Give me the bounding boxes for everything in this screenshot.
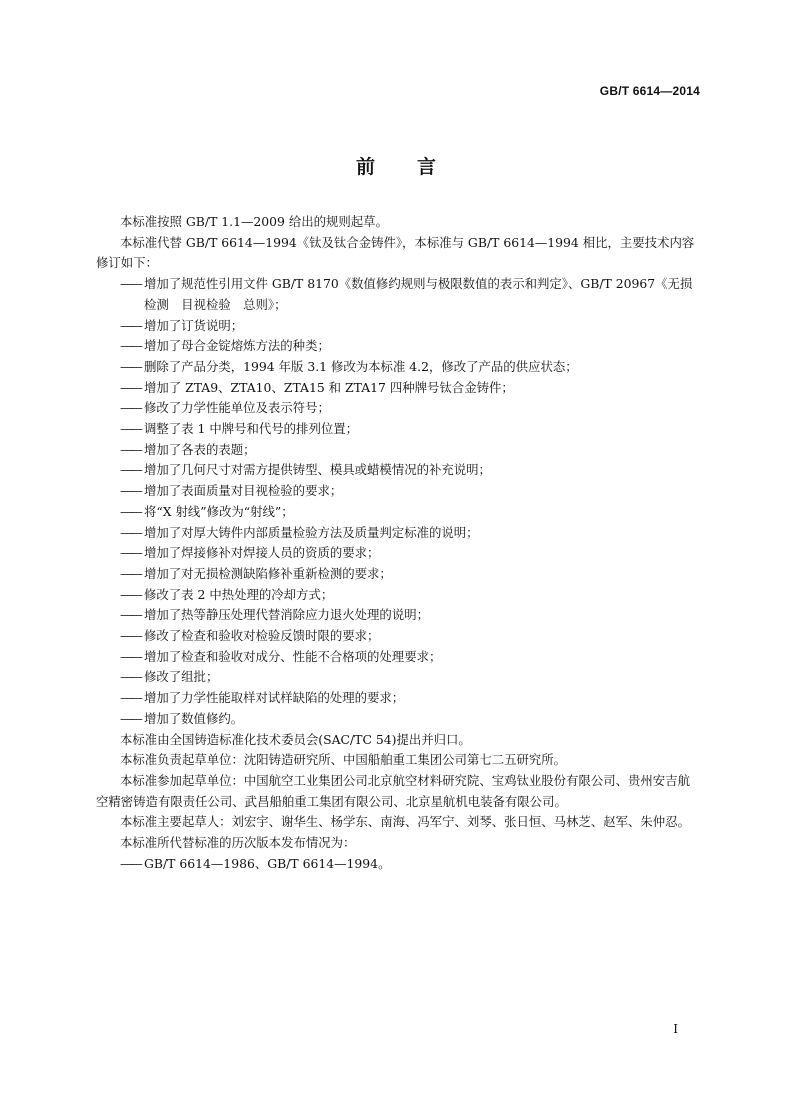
list-item-text: 增加了热等静压处理代替消除应力退火处理的说明； [144,607,429,623]
dash-marker: —— [120,421,141,437]
dash-marker: —— [120,524,141,540]
dash-marker: —— [120,400,141,416]
dash-marker: —— [120,545,141,561]
dash-marker: —— [120,586,141,602]
list-item-text: 增加了规范性引用文件 GB/T 8170《数值修约规则与极限数值的表示和判定》、GB/T 20967《无损检测 目视检验 总则》； [144,276,693,312]
dash-marker: —— [120,441,141,457]
dash-marker: —— [120,483,141,499]
list-item-text: 增加了对无损检测缺陷修补重新检测的要求； [144,565,392,581]
dash-marker: —— [120,690,141,706]
closing-paragraph: 本标准由全国铸造标准化技术委员会(SAC/TC 54)提出并归口。 [120,731,471,747]
dash-marker: —— [120,462,141,478]
dash-marker: —— [120,710,141,726]
dash-marker: —— [120,565,141,581]
list-item-text: 增加了各表的表题； [144,441,256,457]
dash-marker: —— [120,607,141,623]
list-item-text: 增加了焊接修补对焊接人员的资质的要求； [144,545,380,561]
list-item [96,336,702,357]
dash-marker: —— [120,648,141,664]
list-item [96,626,702,647]
list-item [96,543,702,564]
list-item-text: 增加了订货说明； [144,317,244,333]
list-item [96,585,702,606]
list-item [96,274,702,315]
list-item [96,605,702,626]
document-body [96,212,702,875]
list-item-text: 增加了力学性能取样对试样缺陷的处理的要求； [144,690,405,706]
list-item-text: 增加了数值修约。 [144,710,244,726]
list-item-text: 增加了 ZTA9、ZTA10、ZTA15 和 ZTA17 四种牌号钛合金铸件； [144,379,514,395]
list-item-text: 删除了产品分类，1994 年版 3.1 修改为本标准 4.2，修改了产品的供应状态； [144,358,578,374]
list-item-text: 修改了检查和验收对检验反馈时限的要求； [144,628,380,644]
list-item [96,647,702,668]
list-item-text: 增加了检查和验收对成分、性能不合格项的处理要求； [144,648,442,664]
list-item-text: 修改了力学性能单位及表示符号； [144,400,330,416]
dash-marker: —— [120,358,141,374]
list-item [96,688,702,709]
list-item [96,440,702,461]
dash-marker: —— [120,628,141,644]
list-item-text: 修改了组批； [144,669,219,685]
list-item-text: 修改了表 2 中热处理的冷却方式； [144,586,334,602]
dash-marker: —— [120,503,141,519]
list-item [96,378,702,399]
list-item [96,398,702,419]
dash-marker: —— [120,317,141,333]
closing-paragraph: 本标准主要起草人：刘宏宇、谢华生、杨学东、南海、冯军宁、刘琴、张日恒、马林芝、赵军、朱仲忍。 [120,814,690,830]
closing-paragraph: 本标准所代替标准的历次版本发布情况为： [120,835,356,851]
list-item-text: 增加了对厚大铸件内部质量检验方法及质量判定标准的说明； [144,524,479,540]
page-title: 前言 [355,156,478,178]
history-item-text: GB/T 6614—1986、GB/T 6614—1994。 [144,855,391,871]
history-item [96,854,702,875]
intro-paragraph: 本标准按照 GB/T 1.1—2009 给出的规则起草。 [120,214,388,229]
dash-marker: —— [120,379,141,395]
list-item [96,419,702,440]
page-number: I [673,1022,678,1036]
list-item [96,481,702,502]
list-item [96,460,702,481]
list-item-text: 增加了表面质量对目视检验的要求； [144,483,343,499]
list-item [96,667,702,688]
dash-marker: —— [120,276,141,292]
list-item-text: 增加了几何尺寸对需方提供铸型、模具或蜡模情况的补充说明； [144,462,491,478]
dash-marker: —— [120,338,141,354]
list-item [96,564,702,585]
closing-paragraph: 本标准负责起草单位：沈阳铸造研究所、中国船舶重工集团公司第七二五研究所。 [120,752,567,768]
list-item [96,502,702,523]
list-item-text: 将“X 射线”修改为“射线”； [144,503,294,519]
list-item-text: 调整了表 1 中牌号和代号的排列位置； [144,421,359,437]
list-item-text: 增加了母合金锭熔炼方法的种类； [144,338,330,354]
closing-paragraph: 本标准参加起草单位：中国航空工业集团公司北京航空材料研究院、宝鸡钛业股份有限公司、贵州安吉航空精密铸造有限责任公司、武昌船舶重工集团有限公司、北京星航机电装备有限公司。 [96,772,690,809]
list-item [96,523,702,544]
list-item [96,316,702,337]
dash-marker: —— [120,855,141,871]
list-item [96,709,702,730]
dash-marker: —— [120,669,141,685]
header-standard-code: GB/T 6614—2014 [599,84,700,98]
intro-paragraph: 本标准代替 GB/T 6614—1994《钛及钛合金铸件》，本标准与 GB/T 6614—1994 相比，主要技术内容修订如下： [96,234,695,271]
list-item [96,357,702,378]
